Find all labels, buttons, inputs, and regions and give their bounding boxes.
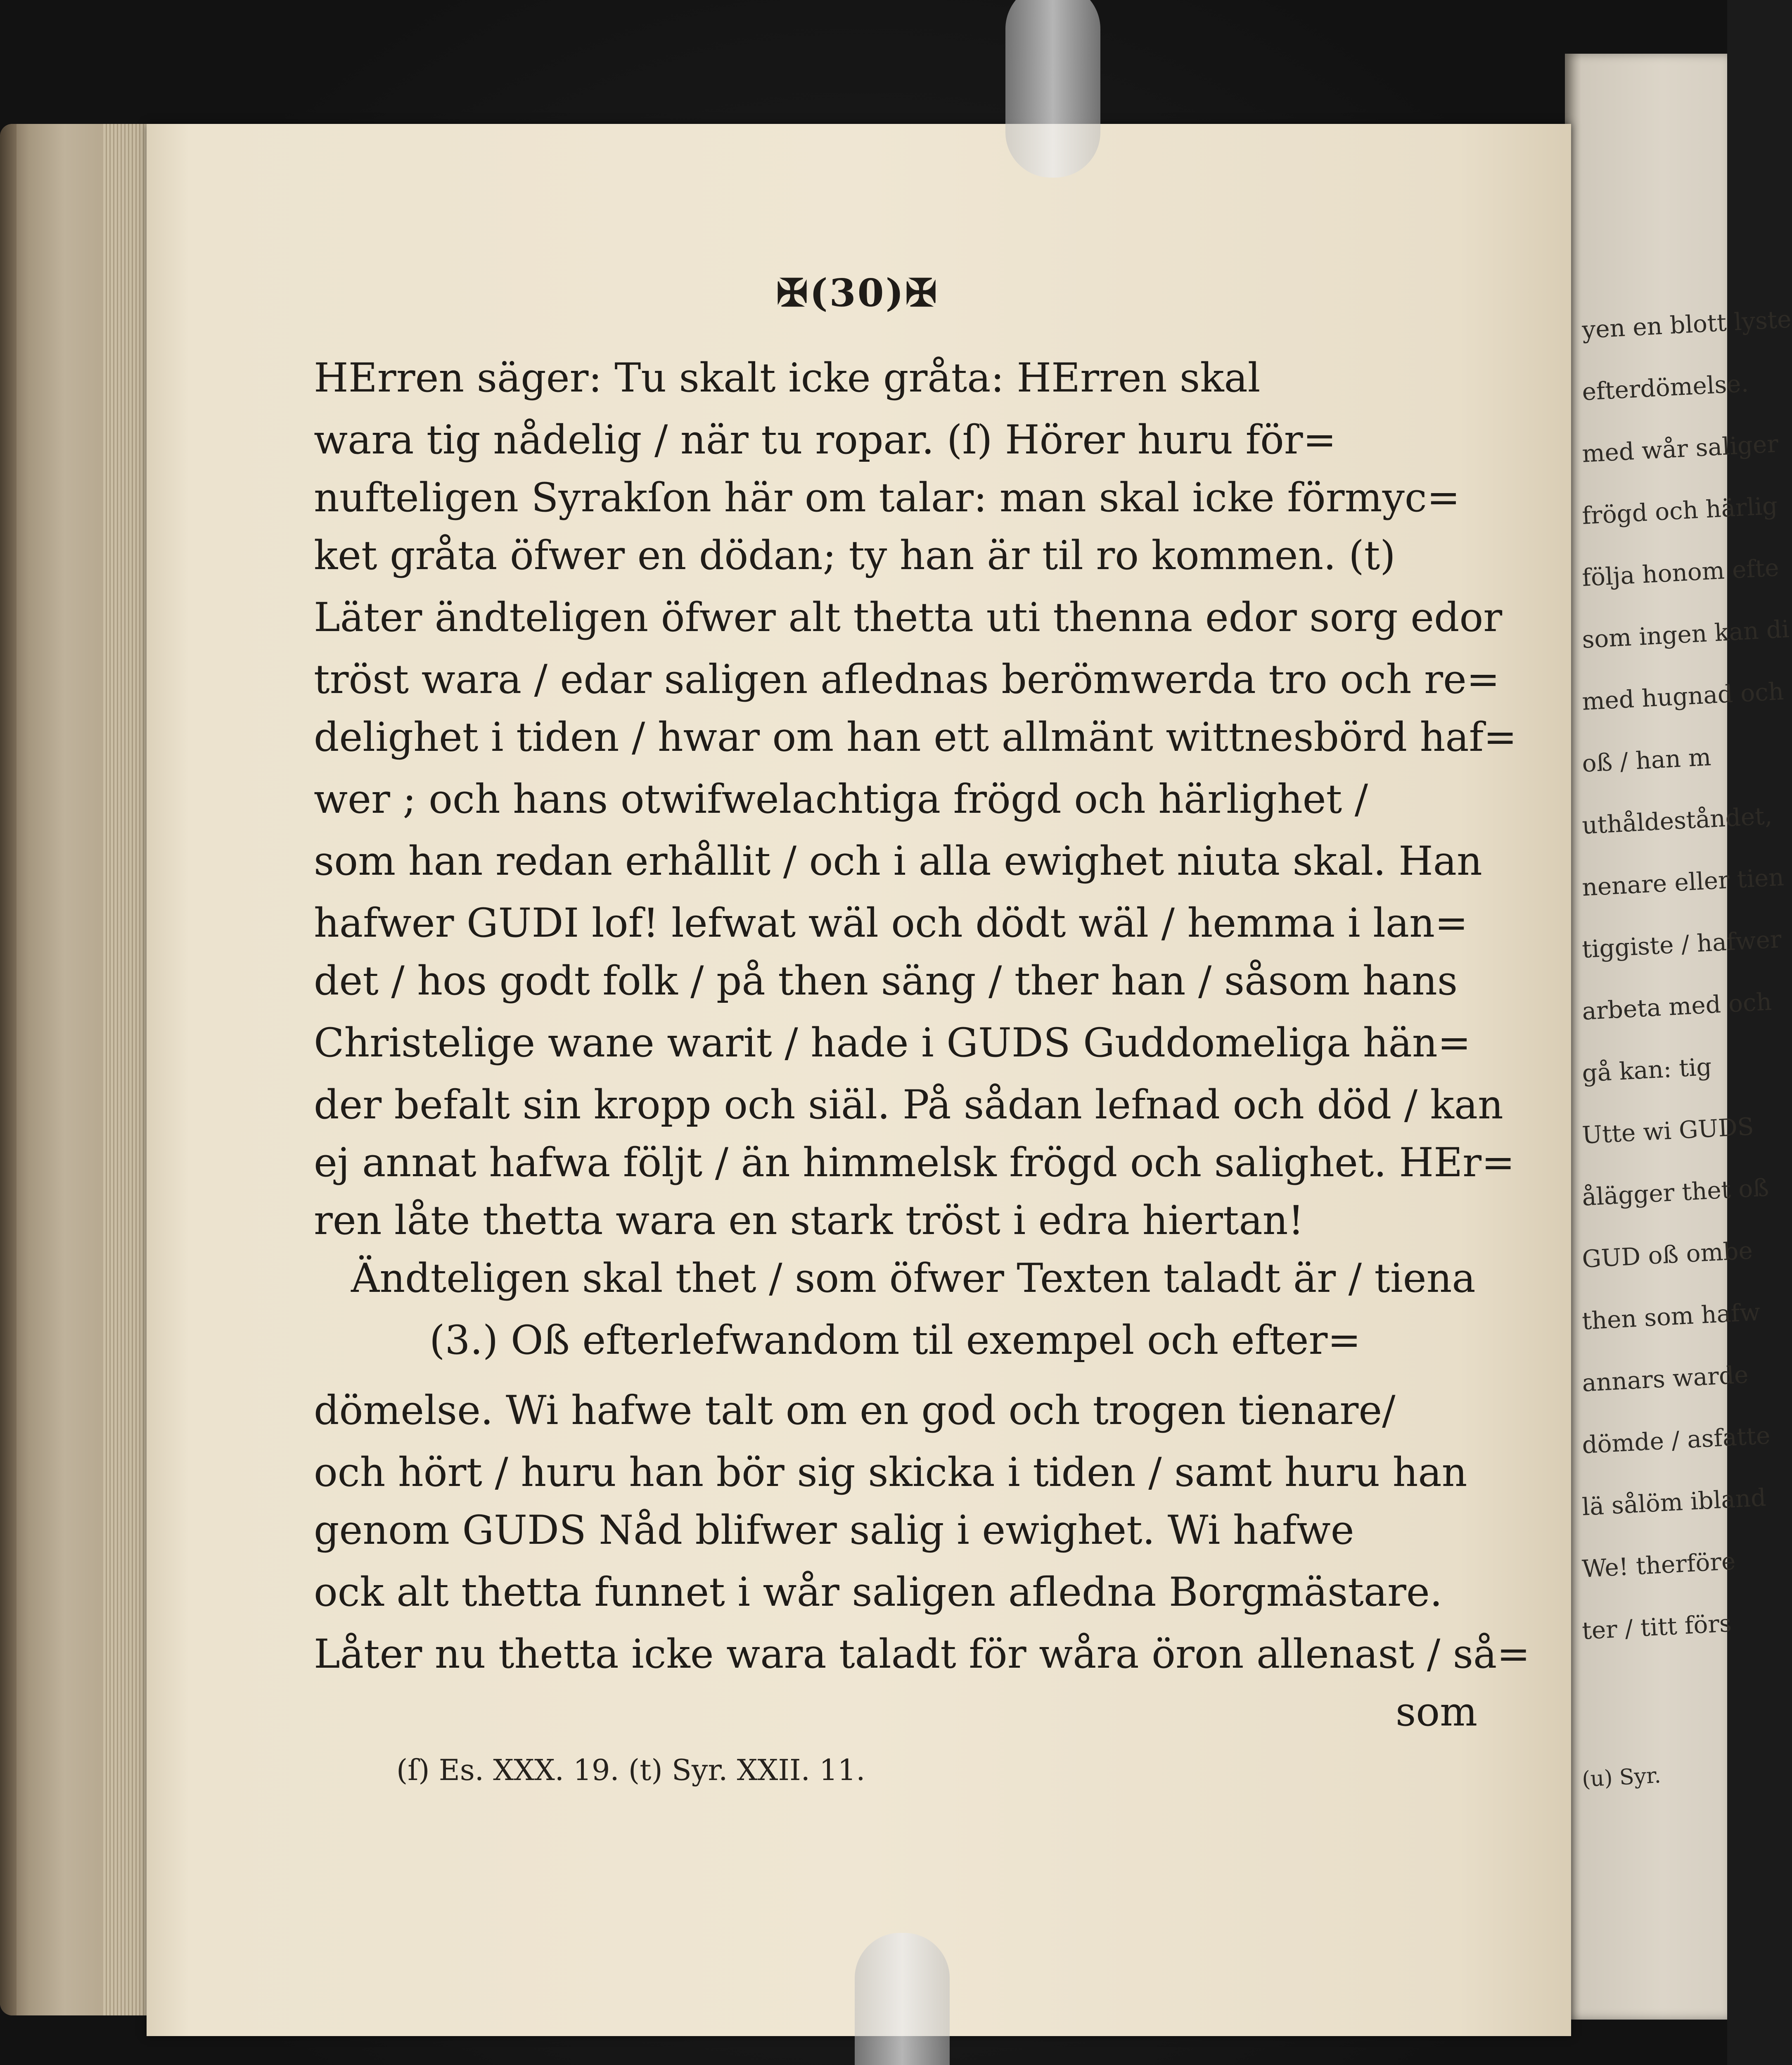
facing-page-line: then som hafw: [1581, 1298, 1761, 1335]
facing-page-line: med wår saliger: [1581, 430, 1779, 468]
text-line: som: [1396, 1689, 1478, 1735]
top-book-clip: [1005, 0, 1100, 178]
facing-page-line: efterdömelse.: [1581, 369, 1749, 406]
text-line: Christelige wane warit / hade i GUDS Guddomeliga hän=: [314, 1020, 1471, 1066]
facing-page-line: We! therföre: [1581, 1547, 1736, 1583]
text-line: Ändteligen skal thet / som öfwer Texten taladt är / tiena: [351, 1255, 1476, 1301]
facing-page-line: frögd och härlig: [1581, 491, 1778, 530]
facing-page-line: annars warde: [1581, 1360, 1749, 1397]
text-line: som han redan erhållit / och i alla ewighet niuta skal. Han: [314, 838, 1482, 884]
book-cover-edge: [0, 124, 17, 2015]
facing-page-line: med hugnad och: [1581, 677, 1785, 716]
text-line: ock alt thetta funnet i wår saligen afledna Borgmästare.: [314, 1569, 1443, 1615]
facing-page-line: GUD oß ombe: [1581, 1236, 1754, 1273]
facing-page-line: gå kan: tig: [1581, 1052, 1713, 1087]
text-line: der befalt sin kropp och siäl. På sådan lefnad och död / kan: [314, 1082, 1503, 1128]
text-line: ket gråta öfwer en dödan; ty han är til ro kommen. (t): [314, 532, 1396, 579]
facing-page-line: tiggiste / hafwer: [1581, 925, 1783, 964]
page-number-header: ✠(30)✠: [776, 271, 939, 315]
facing-page-line: yen en blott lyste: [1581, 305, 1792, 344]
book-page-edges: [0, 124, 161, 2015]
text-line: (3.) Oß efterlefwandom til exempel och efter=: [429, 1317, 1361, 1363]
text-line: genom GUDS Nåd blifwer salig i ewighet. Wi hafwe: [314, 1507, 1354, 1553]
text-line: hafwer GUDI lof! lefwat wäl och dödt wäl / hemma i lan=: [314, 900, 1468, 946]
facing-page-line: arbeta med och: [1581, 987, 1773, 1025]
facing-page-line: följa honom efte: [1581, 553, 1780, 592]
text-line: nufteligen Syrakſon här om talar: man skal icke förmyc=: [314, 475, 1460, 521]
bottom-book-clip: [855, 1933, 950, 2065]
facing-page-line: Utte wi GUDS: [1581, 1112, 1755, 1149]
text-line: det / hos godt folk / på then säng / ther han / såsom hans: [314, 958, 1458, 1004]
footnotes: (ſ) Es. XXX. 19. (t) Syr. XXII. 11.: [396, 1753, 865, 1787]
facing-page-line: lä sålöm ibland: [1581, 1483, 1767, 1521]
text-line: wara tig nådelig / när tu ropar. (ſ) Hörer huru för=: [314, 417, 1337, 463]
text-line: delighet i tiden / hwar om han ett allmänt wittnesbörd haf=: [314, 714, 1517, 760]
text-line: HErren säger: Tu skalt icke gråta: HErren skal: [314, 355, 1261, 401]
facing-page-line: som ingen kan di: [1581, 615, 1790, 654]
facing-page-right: [1565, 54, 1792, 2020]
facing-page-footnote: (u) Syr.: [1581, 1763, 1662, 1792]
text-line: Låter nu thetta icke wara taladt för wåra öron allenast / så=: [314, 1631, 1530, 1677]
text-line: Läter ändteligen öfwer alt thetta uti thenna edor sorg edor: [314, 594, 1503, 641]
facing-page-line: dömde / asfatte: [1581, 1421, 1771, 1459]
facing-page-line: uthåldeståndet,: [1581, 801, 1773, 840]
text-line: ej annat hafwa följt / än himmelsk frögd och salighet. HEr=: [314, 1139, 1515, 1186]
text-line: tröst wara / edar saligen aflednas berömwerda tro och re=: [314, 656, 1500, 703]
facing-page-line: nenare eller tien: [1581, 863, 1785, 902]
text-line: dömelse. Wi hafwe talt om en god och trogen tienare/: [314, 1387, 1396, 1434]
text-line: och hört / huru han bör sig skicka i tiden / samt huru han: [314, 1449, 1467, 1495]
book-page-left: [147, 124, 1571, 2036]
text-line: wer ; och hans otwifwelachtiga frögd och härlighet /: [314, 776, 1368, 822]
facing-page-line: oß / han m: [1581, 743, 1712, 778]
facing-page-line: ter / titt förs: [1581, 1609, 1733, 1645]
facing-page-line: ålägger thet oß: [1581, 1173, 1770, 1211]
text-line: ren låte thetta wara en stark tröst i edra hiertan!: [314, 1197, 1304, 1244]
